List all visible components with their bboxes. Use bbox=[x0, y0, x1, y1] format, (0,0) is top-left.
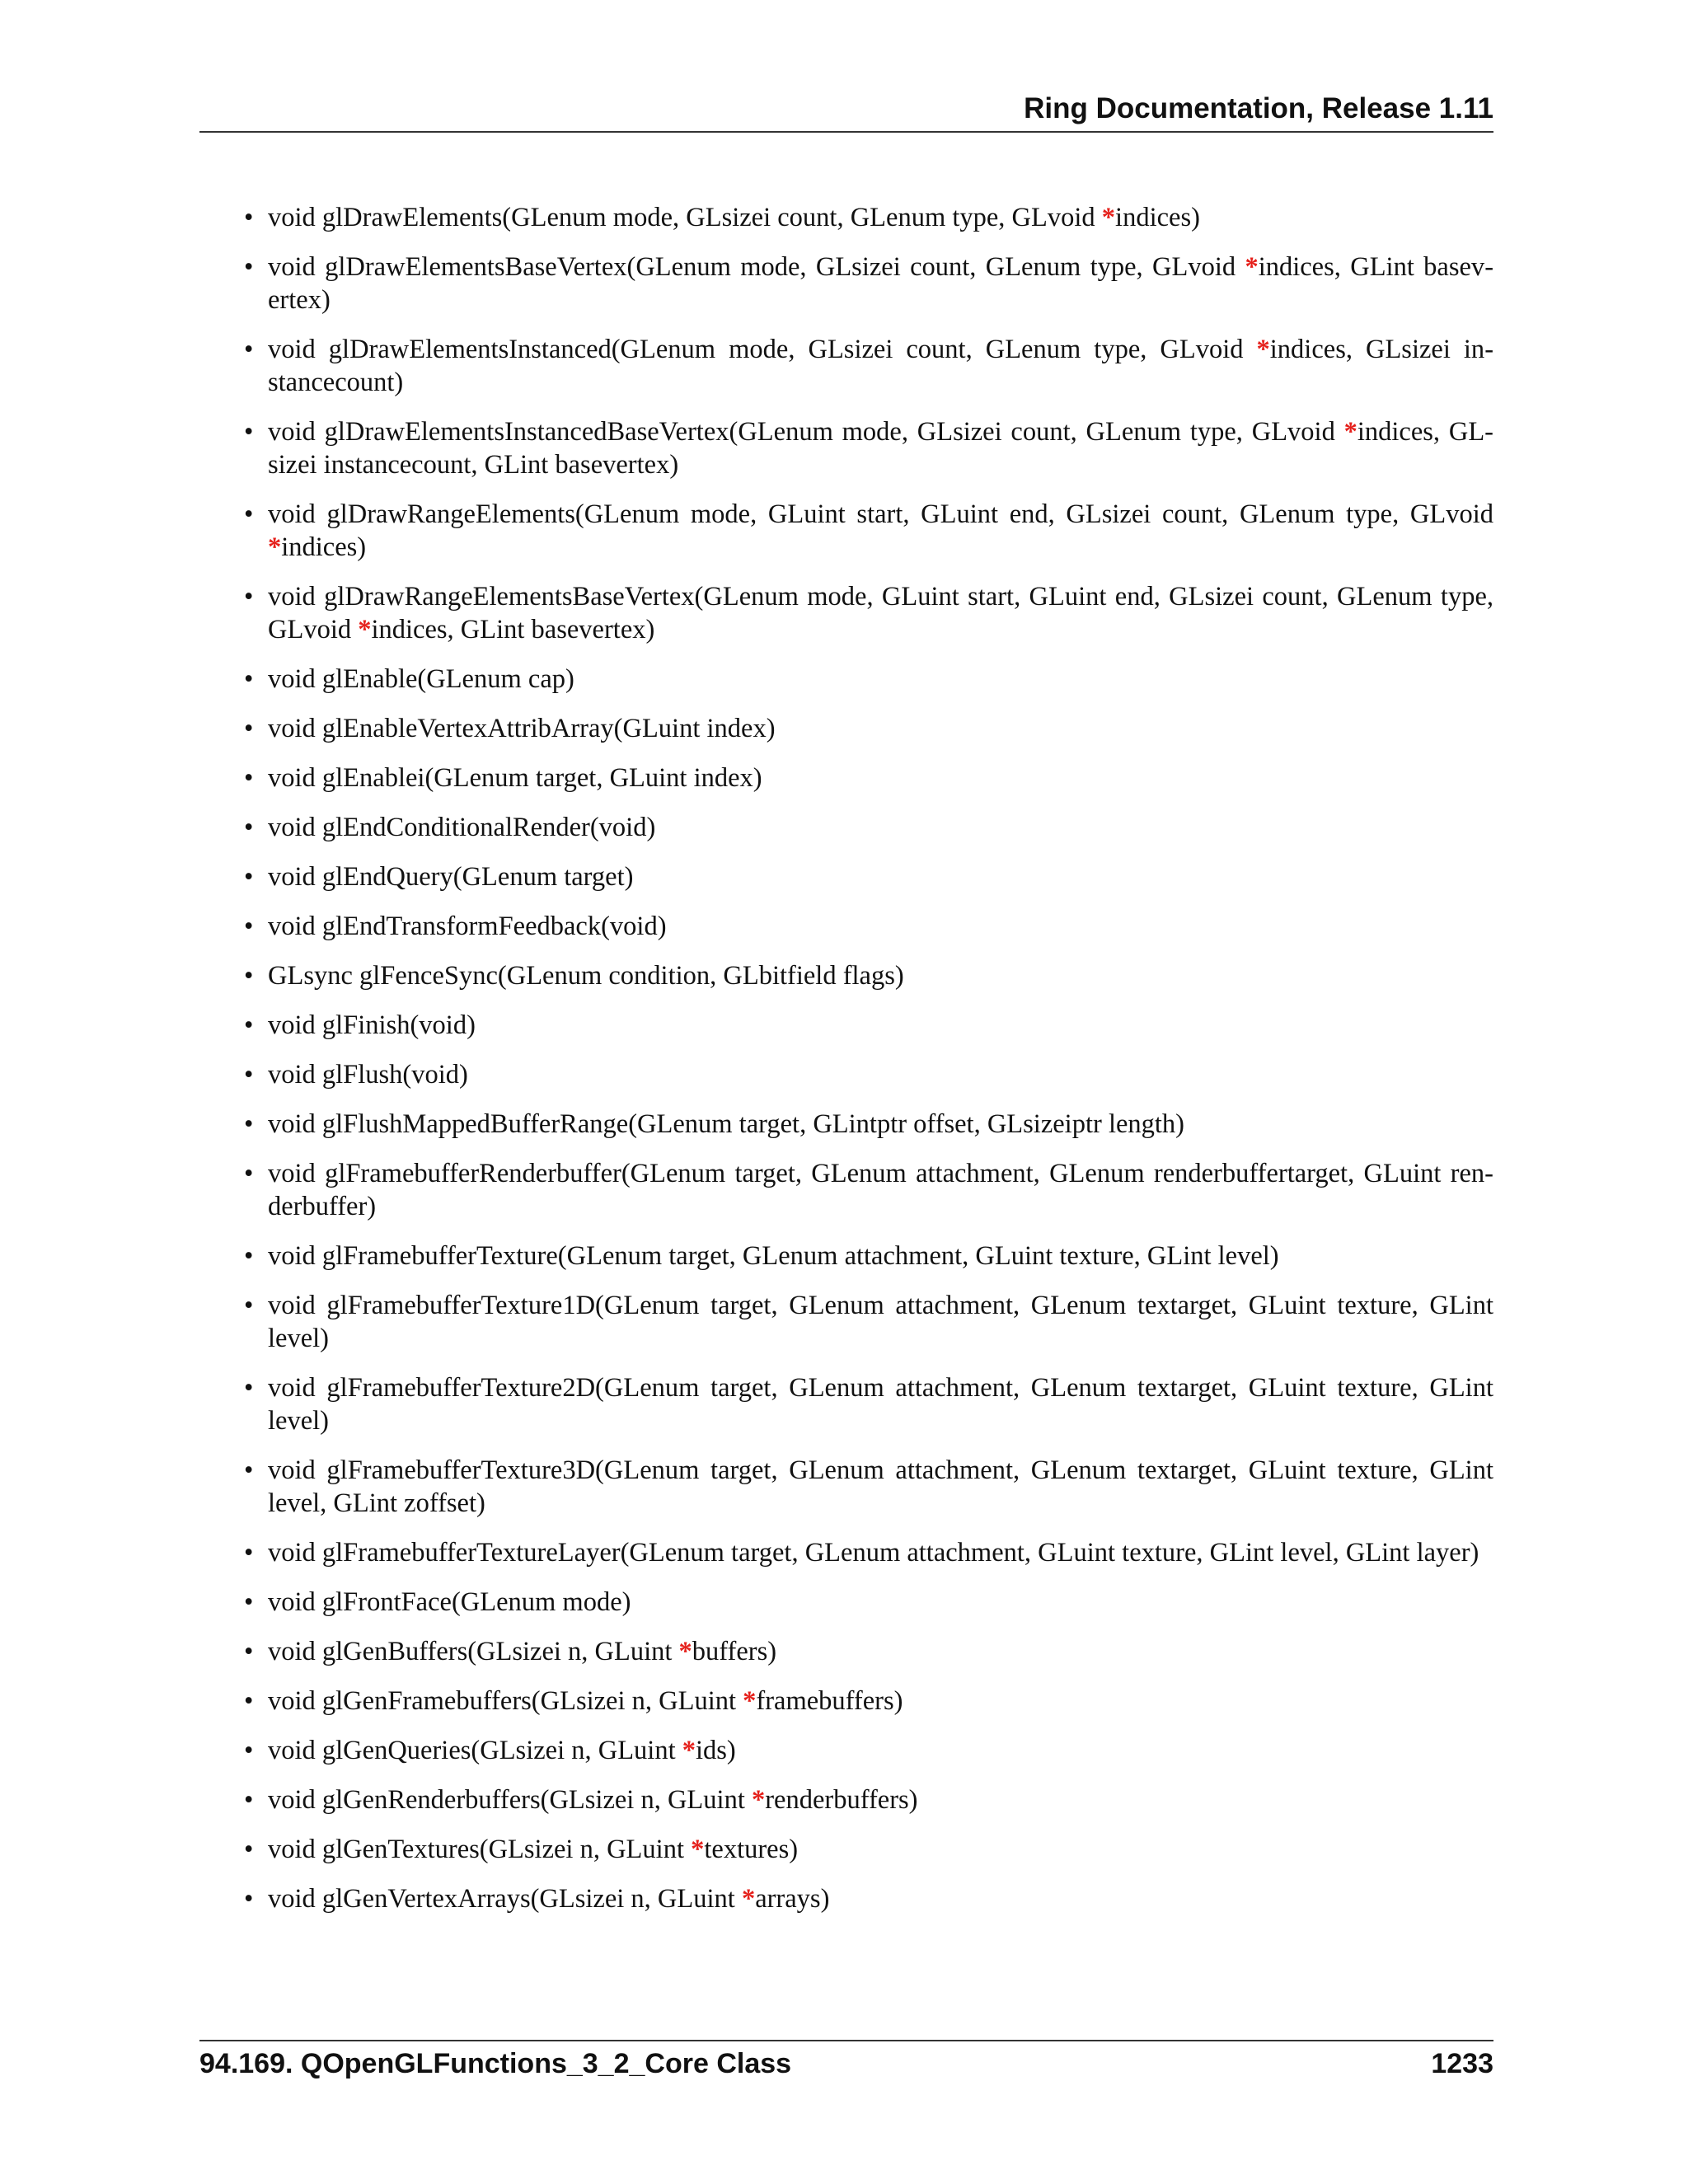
header-rule bbox=[199, 131, 1493, 133]
list-item bbox=[268, 1009, 1493, 1042]
item-text: indices) bbox=[281, 532, 367, 562]
item-text: void glEnable(GLenum cap) bbox=[268, 664, 574, 694]
item-text: void glDrawElementsBaseVertex(GLenum mode, GLsizei count, GLenum type, GLvoid bbox=[268, 252, 1245, 282]
header-title: Ring Documentation, Release 1.11 bbox=[1024, 92, 1493, 124]
function-list bbox=[268, 201, 1493, 1932]
list-item bbox=[268, 1635, 1493, 1668]
item-text: framebuffers) bbox=[756, 1686, 903, 1716]
item-text: void glFramebufferTexture(GLenum target, GLenum attachment, GLuint texture, GLint level) bbox=[268, 1241, 1279, 1271]
list-item bbox=[268, 1685, 1493, 1718]
pointer-asterisk: * bbox=[678, 1637, 692, 1666]
item-text: void glDrawElementsInstanced(GLenum mode, GLsizei count, GLenum type, GLvoid bbox=[268, 335, 1257, 364]
pointer-asterisk: * bbox=[268, 532, 282, 562]
page-number: 1233 bbox=[1431, 2048, 1493, 2079]
list-item bbox=[268, 1289, 1493, 1355]
pointer-asterisk: * bbox=[358, 615, 372, 644]
list-item bbox=[268, 415, 1493, 481]
item-text: void glFramebufferTexture2D(GLenum target, GLenum attachment, GLenum textarget, GLuint texture, GLint level) bbox=[268, 1373, 1493, 1436]
item-text: void glFlushMappedBufferRange(GLenum target, GLintptr offset, GLsizeiptr length) bbox=[268, 1109, 1184, 1139]
pointer-asterisk: * bbox=[1343, 417, 1357, 447]
item-text: indices, GLsizei instancecount) bbox=[268, 335, 1494, 397]
list-item bbox=[268, 762, 1493, 794]
list-item bbox=[268, 1783, 1493, 1816]
list-item bbox=[268, 1882, 1493, 1915]
item-text: void glGenFramebuffers(GLsizei n, GLuint bbox=[268, 1686, 743, 1716]
list-item bbox=[268, 1454, 1493, 1520]
list-item bbox=[268, 910, 1493, 943]
list-item bbox=[268, 1734, 1493, 1767]
pointer-asterisk: * bbox=[691, 1835, 705, 1864]
pointer-asterisk: * bbox=[743, 1686, 757, 1716]
item-text: void glFramebufferRenderbuffer(GLenum target, GLenum attachment, GLenum renderbuffertarget, GLuint renderbuffer) bbox=[268, 1159, 1493, 1221]
item-text: indices, GLint basevertex) bbox=[268, 252, 1494, 315]
item-text: void glEnableVertexAttribArray(GLuint index) bbox=[268, 714, 776, 743]
list-item bbox=[268, 1058, 1493, 1091]
list-item bbox=[268, 1536, 1493, 1569]
pointer-asterisk: * bbox=[1101, 203, 1116, 232]
list-item bbox=[268, 1157, 1493, 1223]
item-text: void glDrawElements(GLenum mode, GLsizei count, GLenum type, GLvoid bbox=[268, 203, 1102, 232]
item-text: ids) bbox=[695, 1736, 736, 1765]
list-item bbox=[268, 580, 1493, 646]
pointer-asterisk: * bbox=[751, 1785, 766, 1815]
item-text: void glFrontFace(GLenum mode) bbox=[268, 1587, 631, 1617]
list-item bbox=[268, 1586, 1493, 1619]
item-text: indices) bbox=[1115, 203, 1200, 232]
pointer-asterisk: * bbox=[682, 1736, 696, 1765]
item-text: arrays) bbox=[755, 1884, 830, 1914]
pointer-asterisk: * bbox=[741, 1884, 756, 1914]
list-item bbox=[268, 333, 1493, 399]
item-text: GLsync glFenceSync(GLenum condition, GLbitfield flags) bbox=[268, 961, 904, 991]
list-item bbox=[268, 860, 1493, 893]
item-text: void glFramebufferTextureLayer(GLenum target, GLenum attachment, GLuint texture, GLint level, GLint layer) bbox=[268, 1538, 1479, 1568]
item-text: void glEndQuery(GLenum target) bbox=[268, 862, 634, 892]
item-text: void glFinish(void) bbox=[268, 1010, 476, 1040]
item-text: void glEndConditionalRender(void) bbox=[268, 813, 656, 842]
footer-section-title: 94.169. QOpenGLFunctions_3_2_Core Class bbox=[199, 2048, 792, 2079]
item-text: buffers) bbox=[692, 1637, 777, 1666]
list-item bbox=[268, 1108, 1493, 1141]
list-item bbox=[268, 498, 1493, 564]
item-text: void glDrawRangeElements(GLenum mode, GLuint start, GLuint end, GLsizei count, GLenum type, GLvoid bbox=[268, 499, 1493, 529]
item-text: void glEnablei(GLenum target, GLuint index) bbox=[268, 763, 762, 793]
list-item bbox=[268, 663, 1493, 696]
pointer-asterisk: * bbox=[1245, 252, 1259, 282]
list-item bbox=[268, 1371, 1493, 1437]
list-item bbox=[268, 811, 1493, 844]
item-text: indices, GLint basevertex) bbox=[371, 615, 655, 644]
item-text: void glDrawRangeElementsBaseVertex(GLenum mode, GLuint start, GLuint end, GLsizei count, GLenum type, GLvoid bbox=[268, 582, 1493, 644]
item-text: renderbuffers) bbox=[765, 1785, 918, 1815]
item-text: void glGenRenderbuffers(GLsizei n, GLuint bbox=[268, 1785, 752, 1815]
item-text: textures) bbox=[704, 1835, 799, 1864]
item-text: void glGenQueries(GLsizei n, GLuint bbox=[268, 1736, 682, 1765]
pointer-asterisk: * bbox=[1256, 335, 1270, 364]
item-text: void glFlush(void) bbox=[268, 1060, 468, 1090]
list-item bbox=[268, 201, 1493, 234]
item-text: void glGenVertexArrays(GLsizei n, GLuint bbox=[268, 1884, 742, 1914]
item-text: indices, GLsizei instancecount, GLint basevertex) bbox=[268, 417, 1493, 480]
list-item bbox=[268, 1833, 1493, 1866]
item-text: void glFramebufferTexture3D(GLenum target, GLenum attachment, GLenum textarget, GLuint texture, GLint level, GLint zoffset) bbox=[268, 1455, 1493, 1518]
item-text: void glEndTransformFeedback(void) bbox=[268, 912, 667, 941]
list-item bbox=[268, 959, 1493, 992]
list-item bbox=[268, 1240, 1493, 1272]
footer-rule bbox=[199, 2040, 1493, 2041]
item-text: void glDrawElementsInstancedBaseVertex(GLenum mode, GLsizei count, GLenum type, GLvoid bbox=[268, 417, 1344, 447]
item-text: void glGenBuffers(GLsizei n, GLuint bbox=[268, 1637, 679, 1666]
item-text: void glFramebufferTexture1D(GLenum target, GLenum attachment, GLenum textarget, GLuint texture, GLint level) bbox=[268, 1291, 1493, 1353]
list-item bbox=[268, 251, 1493, 316]
list-item bbox=[268, 712, 1493, 745]
item-text: void glGenTextures(GLsizei n, GLuint bbox=[268, 1835, 692, 1864]
